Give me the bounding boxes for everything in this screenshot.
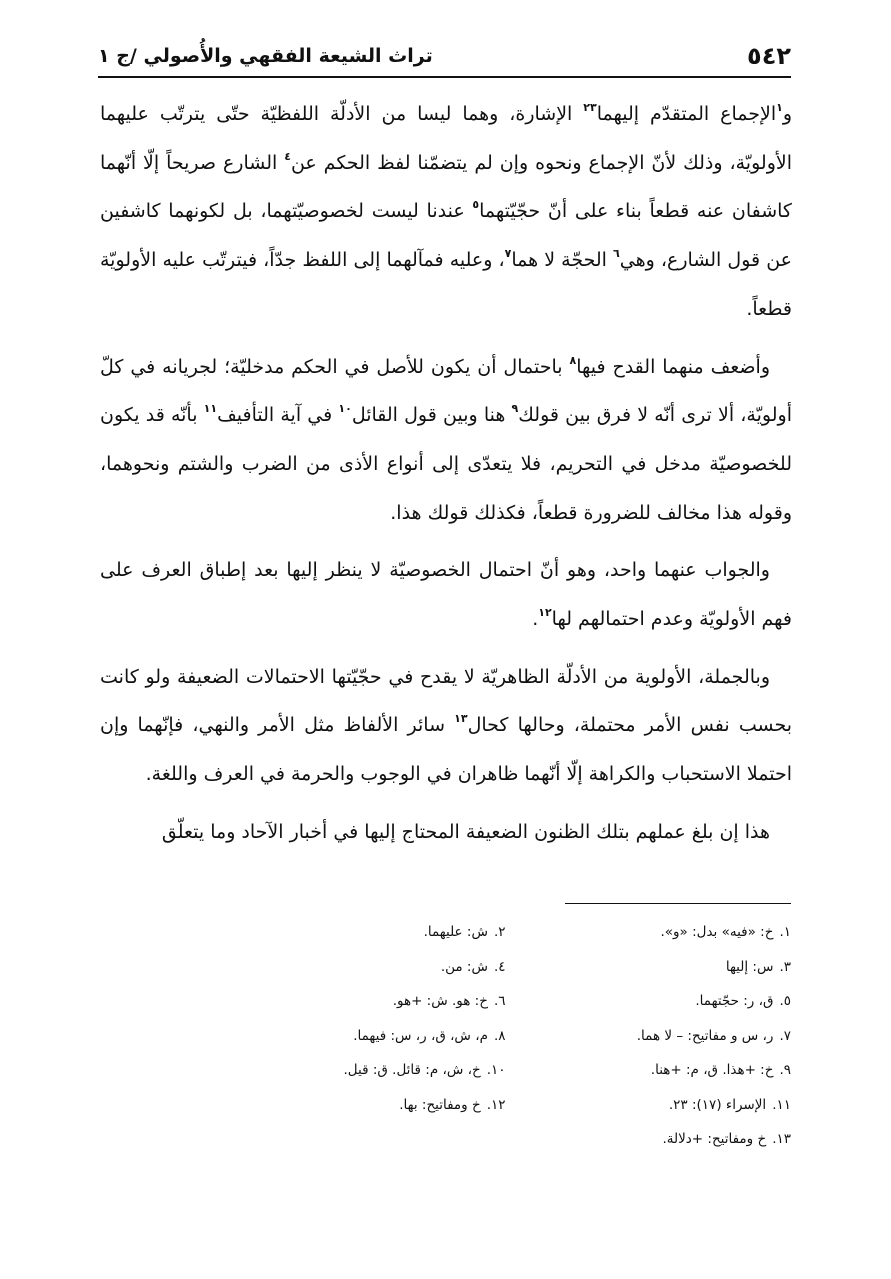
footnote-text: م، ش، ق، ر، س: فيهما. <box>353 1027 488 1044</box>
paragraph <box>100 546 792 643</box>
text-run: وبالجملة، الأولوية من الأدلّة الظاهريّة لا يقدح في حجّيّتها الاحتمالات الضعيفة ولو كانت بحسب نفس الأمر محتملة، وحالها كحال <box>100 665 792 737</box>
footnote-number: ٦. <box>493 993 506 1009</box>
footnote-text: خ: «فيه» بدل: «و». <box>660 924 774 940</box>
footnote-text: س: إليها <box>725 958 774 975</box>
footnote-marker[interactable]: ٣ <box>590 101 597 114</box>
footnote-number: ٤. <box>493 958 506 975</box>
footnote-text: خ، ش، م: قائل. ق: قيل. <box>343 1062 481 1078</box>
text-run: الشارع صريحاً إلّا أنّهما كاشفان عنه قطعاً بناء على أنّ حجّيّتهما <box>100 151 792 223</box>
paragraph <box>100 90 792 334</box>
footnote-number: ٣. <box>779 958 791 975</box>
text-run: و <box>782 103 792 125</box>
footnote-text: خ ومفاتيح: بها. <box>399 1096 481 1113</box>
text-run: بأنّه قد يكون للخصوصيّة مدخل في التحريم، فلا يتعدّى إلى أنواع الأذى من الضرب والشتم ونحوهما، وقوله هذا مخالف للضرورة قطعاً، فكذلك قولك هذا. <box>100 404 792 524</box>
footnote-marker[interactable]: ٧ <box>504 247 512 261</box>
footnote-text: خ: هو. ش: +هو. <box>392 993 488 1009</box>
footnote-marker[interactable]: ٢ <box>583 101 591 114</box>
footnote-number: ١. <box>779 924 791 940</box>
footnotes-list <box>240 915 791 1157</box>
footnote-marker[interactable]: ٨ <box>569 353 577 367</box>
footnote-marker[interactable]: ١٣ <box>454 712 468 726</box>
paragraph <box>100 808 792 857</box>
footnote-marker[interactable]: ٩ <box>511 402 519 416</box>
footnote-number: ١٢. <box>486 1096 506 1113</box>
footnote-text: ر، س و مفاتيح: – لا هما. <box>636 1027 774 1044</box>
footnote-number: ٥. <box>779 993 791 1009</box>
footnote-item <box>526 950 792 985</box>
footnote-number: ١٠. <box>486 1062 506 1078</box>
footnote-item <box>240 950 506 985</box>
footnote-item <box>526 1088 792 1123</box>
footnote-number: ٢. <box>493 924 506 940</box>
footnote-marker[interactable]: ١ <box>776 101 783 114</box>
text-run: الحجّة لا هما <box>511 249 614 272</box>
text-run: سائر الألفاظ مثل الأمر والنهي، فإنّهما وإن احتملا الاستحباب والكراهة إلّا أنّهما ظاهران في الوجوب والحرمة في العرف واللغة. <box>100 714 792 786</box>
footnote-item <box>526 915 792 950</box>
footnote-marker[interactable]: ٦ <box>613 247 620 261</box>
footnote-text: الإسراء (١٧): ٢٣. <box>668 1096 767 1113</box>
footnote-marker[interactable]: ١٠ <box>338 402 352 416</box>
text-run: والجواب عنهما واحد، وهو أنّ احتمال الخصوصيّة لا ينظر إليها بعد إطباق العرف على فهم الأولويّة وعدم احتمالهم لها <box>100 559 792 631</box>
footnote-separator <box>565 903 791 904</box>
text-run: باحتمال أن يكون للأصل في الحكم مدخليّة؛ لجريانه في كلّ أولويّة، ألا ترى أنّه لا فرق بين قولك <box>100 355 792 427</box>
text-run: عندنا ليست لخصوصيّتهما، بل لكونهما كاشفين عن قول الشارع، وهي <box>100 200 793 272</box>
text-run: في آية التأفيف <box>217 404 339 427</box>
footnote-item <box>526 984 792 1019</box>
footnote-text: ش: من. <box>440 958 488 975</box>
footnote-text: خ: +هذا. ق، م: +هنا. <box>650 1062 774 1078</box>
footnote-item <box>526 1053 792 1088</box>
paragraph <box>100 343 792 538</box>
footnote-marker[interactable]: ٤ <box>284 149 291 163</box>
footnote-item <box>240 1053 506 1088</box>
footnote-item <box>240 984 506 1019</box>
text-run: الإجماع المتقدّم إليهما <box>596 103 777 125</box>
page-header <box>98 38 791 74</box>
main-text <box>100 90 792 866</box>
footnote-number: ٩. <box>779 1062 791 1078</box>
text-run: وأضعف منهما القدح فيها <box>576 355 771 378</box>
page-number: ٥٤٢ <box>747 42 791 70</box>
paragraph <box>100 653 792 799</box>
footnote-text: ق، ر: حجّتهما. <box>695 993 774 1009</box>
text-run: ، وعليه فمآلهما إلى اللفظ جدّاً، فيترتّب عليه الأولويّة قطعاً. <box>100 249 792 320</box>
text-run: . <box>532 608 539 631</box>
footnote-marker[interactable]: ٥ <box>472 198 480 212</box>
footnote-text: ش: عليهما. <box>423 924 488 940</box>
footnote-item <box>240 915 506 950</box>
footnote-number: ٨. <box>493 1027 506 1044</box>
footnote-marker[interactable]: ١٢ <box>538 606 552 620</box>
footnote-text: خ ومفاتيح: +دلالة. <box>662 1131 767 1147</box>
footnote-item <box>526 1019 792 1054</box>
footnote-marker[interactable]: ١١ <box>203 402 218 416</box>
running-title: تراث الشيعة الفقهي والأُصولي /ج ١ <box>98 45 433 67</box>
footnote-item <box>526 1122 792 1157</box>
text-run: هنا وبين قول القائل <box>351 404 512 427</box>
footnote-item <box>240 1019 506 1054</box>
text-run: هذا إن بلغ عملهم بتلك الظنون الضعيفة المحتاج إليها في أخبار الآحاد وما يتعلّق <box>161 820 770 843</box>
footnote-number: ٧. <box>779 1027 791 1044</box>
header-rule <box>98 76 791 78</box>
footnote-number: ١١. <box>772 1096 791 1113</box>
footnote-number: ١٣. <box>772 1131 791 1147</box>
footnote-item <box>240 1088 506 1123</box>
text-run: الإشارة، وهما ليسا من الأدلّة اللفظيّة حتّى يترتّب عليهما الأولويّة، وذلك لأنّ الإجماع ونحوه وإن لم يتضمّنا لفظ الحكم عن <box>100 103 792 174</box>
